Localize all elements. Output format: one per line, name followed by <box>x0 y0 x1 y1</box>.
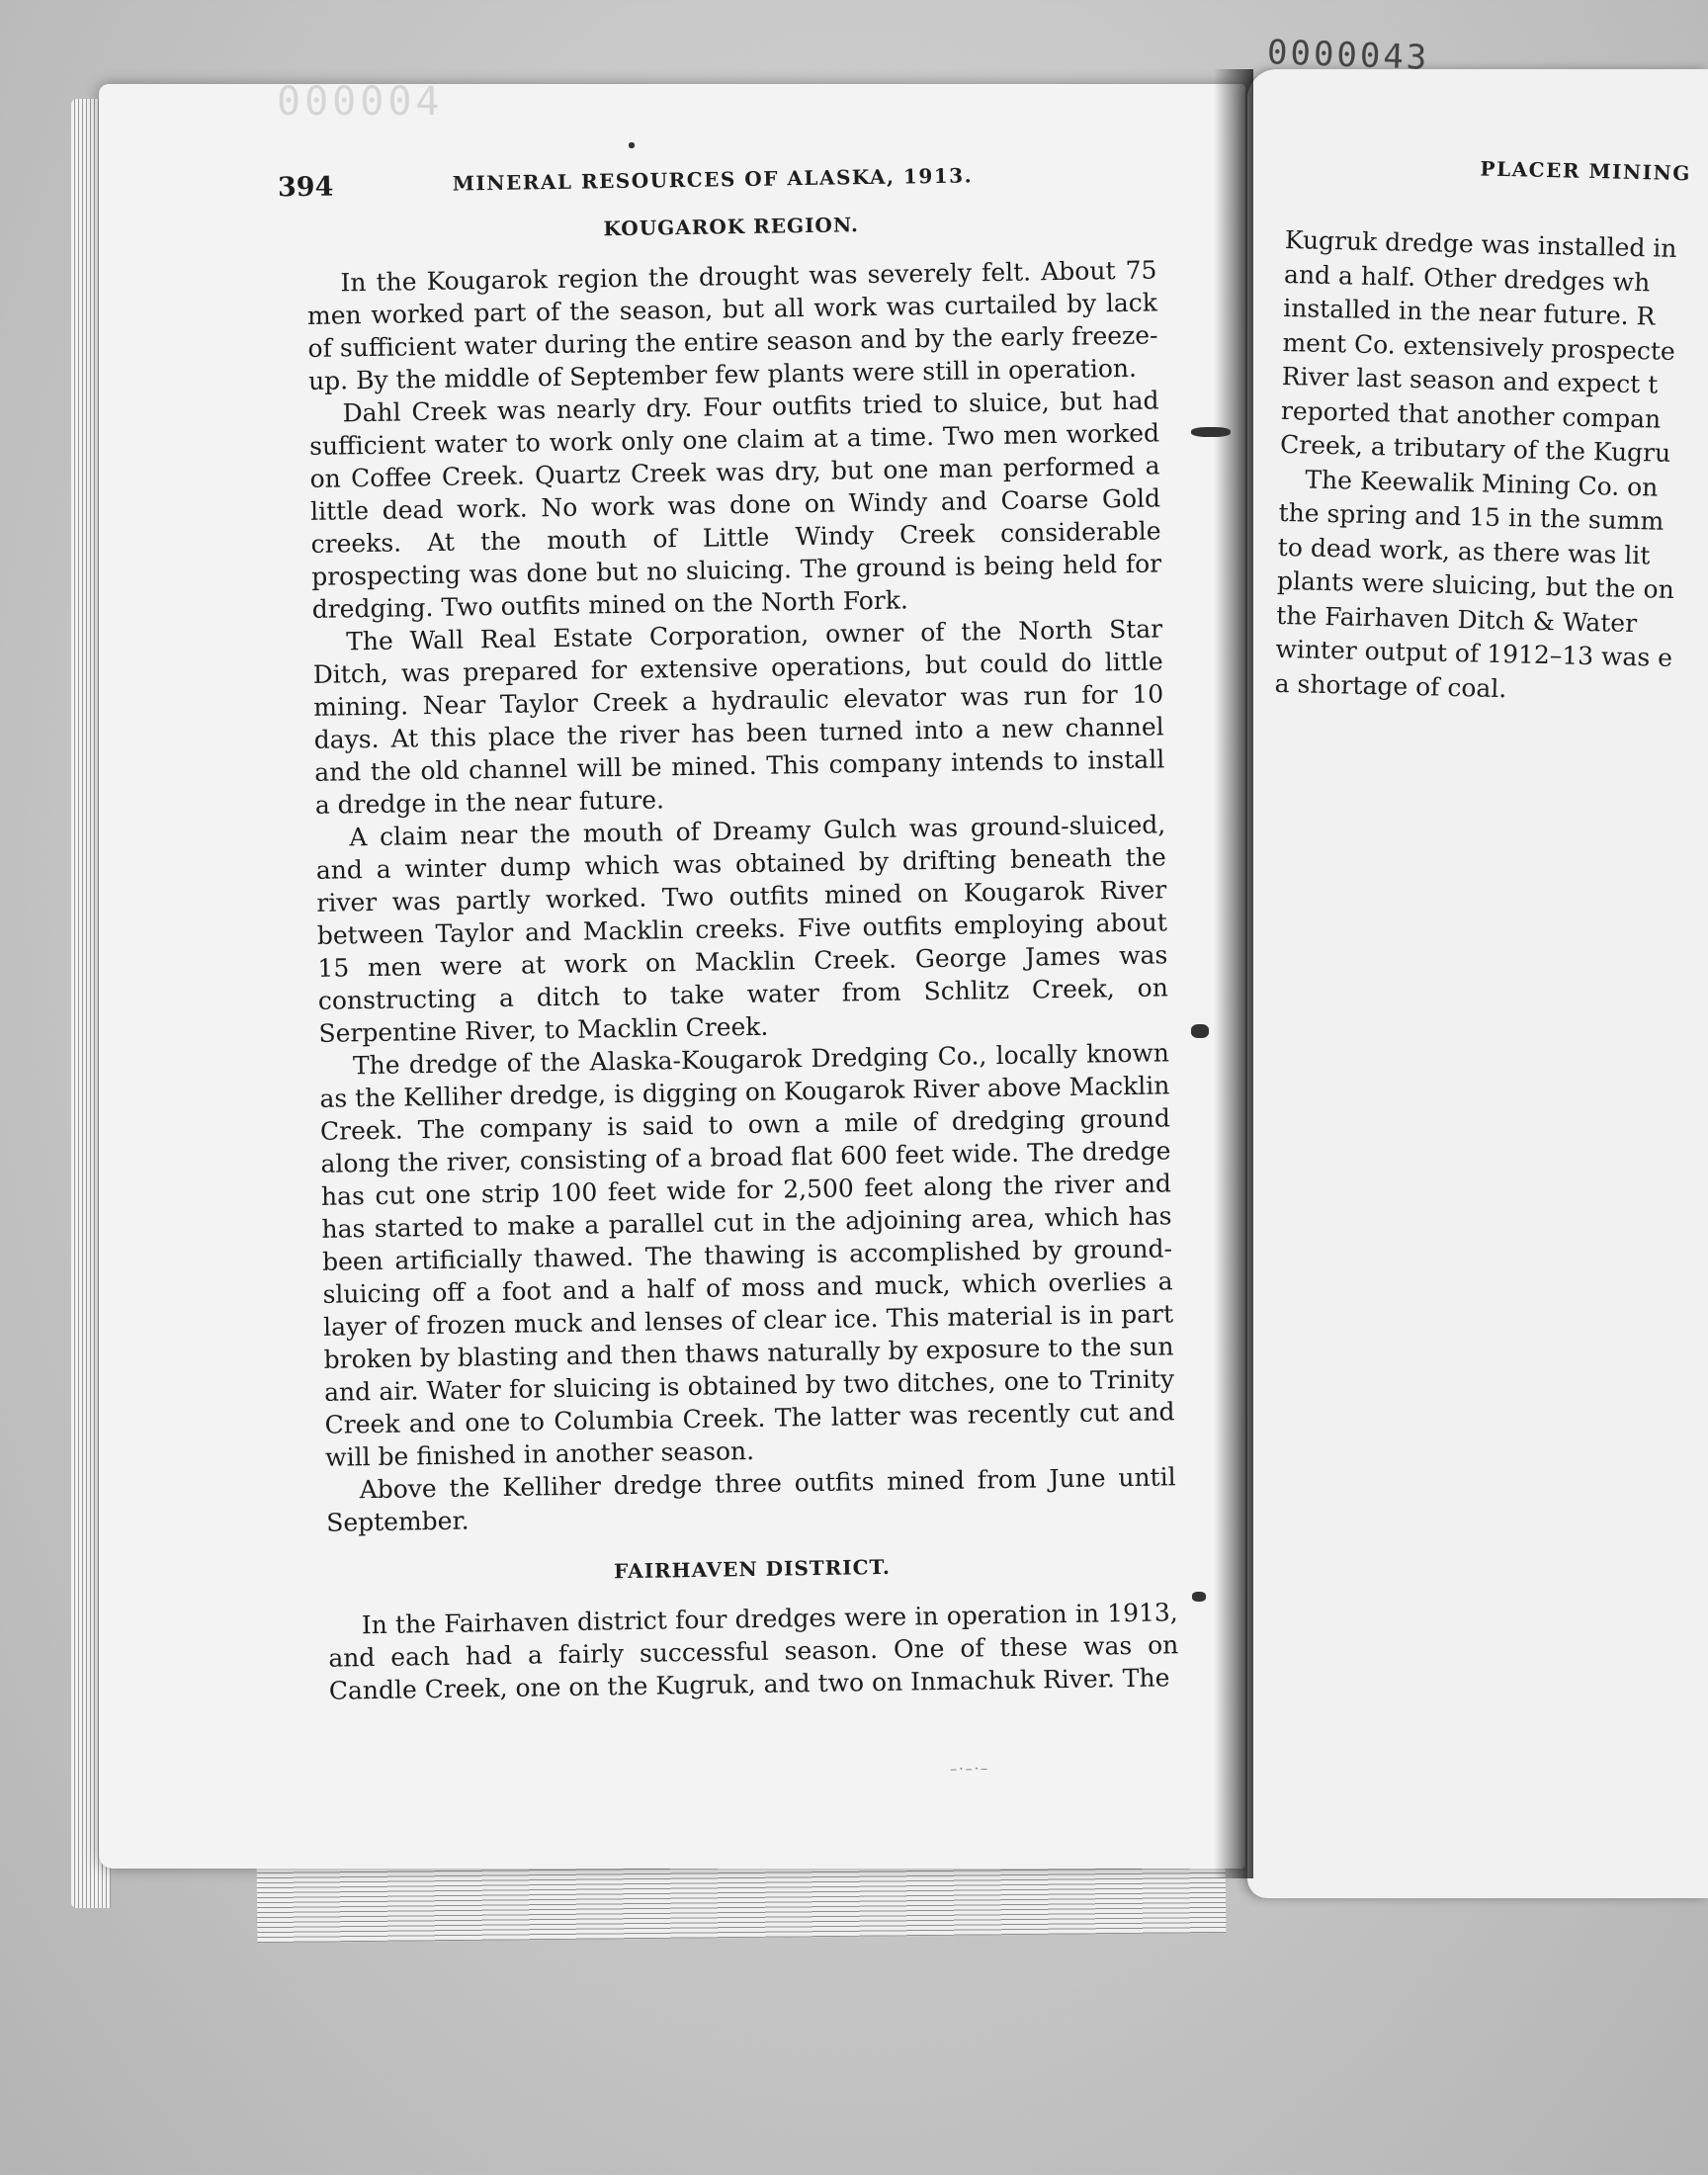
paragraph: In the Kougarok region the drought was severely felt. About 75 men worked part of the season, but all work was curtailed by lack of sufficient water during the entire season and by the early freeze-up. By the middle of September few plants were still in operation. <box>306 255 1158 395</box>
text-line: a shortage of coal. <box>1274 668 1507 703</box>
text-line: installed in the near future. R <box>1283 293 1656 331</box>
section-heading: FAIRHAVEN DISTRICT. <box>613 1554 892 1584</box>
text-line: The Keewalik Mining Co. on <box>1305 465 1659 502</box>
text-line: to dead work, as there was lit <box>1277 532 1651 569</box>
archive-stamp-ghost: 000004 <box>277 79 444 125</box>
text-line: the spring and 15 in the summ <box>1278 497 1665 536</box>
paragraph: A claim near the mouth of Dreamy Gulch was ground-sluiced, and a winter dump which was obtained by drifting beneath the river was partly worked. Two outfits mined on Kougarok River between Taylor and Macklin creeks. Five outfits employing about 15 men were at work on Macklin Creek. George James was constructing a ditch to take water from Schlitz Creek, on Serpentine River, to Macklin Creek. <box>315 810 1169 1048</box>
paragraph: In the Fairhaven district four dredges were in operation in 1913, and each had a fairly successful season. One of these was on Candle Creek, one on the Kugruk, and two on Inmachuk River. The <box>328 1598 1179 1705</box>
text-line: reported that another compan <box>1280 395 1662 434</box>
section-fairhaven-body <box>328 1596 1179 1706</box>
binding-staple-mark <box>1192 1592 1206 1602</box>
book-gutter <box>1214 69 1253 1878</box>
text-line: ment Co. extensively prospecte <box>1282 327 1676 366</box>
text-line: Kugruk dredge was installed in <box>1284 224 1677 263</box>
archive-stamp-number: 0000043 <box>1266 33 1430 78</box>
footer-smudge: –·–·– <box>950 1761 990 1778</box>
paragraph: The dredge of the Alaska-Kougarok Dredging Co., locally known as the Kelliher dredge, is digging on Kougarok River above Macklin Creek. The company is said to own a mile of dredging ground along the river, consisting of a broad flat 600 feet wide. The dredge has cut one strip 100 feet wide for 2,500 feet along the river and has started to make a parallel cut in the adjoining area, which has been artificially thawed. The thawing is accomplished by ground-sluicing off a foot and a half of moss and muck, which overlies a layer of frozen muck and lenses of clear ice. This material is in part broken by blasting and then thaws naturally by exposure to the sun and air. Water for sluicing is obtained by two ditches, one to Trinity Creek and one to Columbia Creek. The latter was recently cut and will be finished in another season. <box>319 1038 1175 1472</box>
section-heading: KOUGAROK REGION. <box>603 213 860 241</box>
text-line: and a half. Other dredges wh <box>1283 259 1651 297</box>
paragraph: Dahl Creek was nearly dry. Four outfits tried to sluice, but had sufficient water to work only one claim at a time. Two men worked on Coffee Creek. Quartz Creek was dry, but one man performed a little dead work. No work was done on Windy and Coarse Gold creeks. At the mouth of Little Windy Creek considerable prospecting was done but no sluicing. The ground is being held for dredging. Two outfits mined on the North Fork. <box>308 386 1162 624</box>
text-line: River last season and expect t <box>1281 361 1659 399</box>
speck <box>629 142 635 148</box>
text-line: plants were sluicing, but the on <box>1276 566 1675 604</box>
running-head: MINERAL RESOURCES OF ALASKA, 1913. <box>452 163 974 196</box>
page-number: 394 <box>277 171 334 204</box>
right-page-text <box>1274 223 1708 711</box>
binding-staple-mark <box>1191 1024 1209 1038</box>
section-kougarok-body <box>306 253 1176 1538</box>
binding-staple-mark <box>1191 427 1231 437</box>
running-head-right: PLACER MINING <box>1480 156 1692 186</box>
text-line: the Fairhaven Ditch & Water <box>1275 600 1638 638</box>
text-line: winter output of 1912–13 was e <box>1275 634 1673 672</box>
text-line: Creek, a tributary of the Kugru <box>1279 429 1671 468</box>
paragraph: The Wall Real Estate Corporation, owner of the North Star Ditch, was prepared for extensive operations, but could do little mining. Near Taylor Creek a hydraulic elevator was run for 10 days. At this place the river has been turned into a new channel and the old channel will be mined. This company intends to install a dredge in the near future. <box>312 614 1165 820</box>
paragraph: Above the Kelliher dredge three outfits mined from June until September. <box>325 1462 1176 1537</box>
